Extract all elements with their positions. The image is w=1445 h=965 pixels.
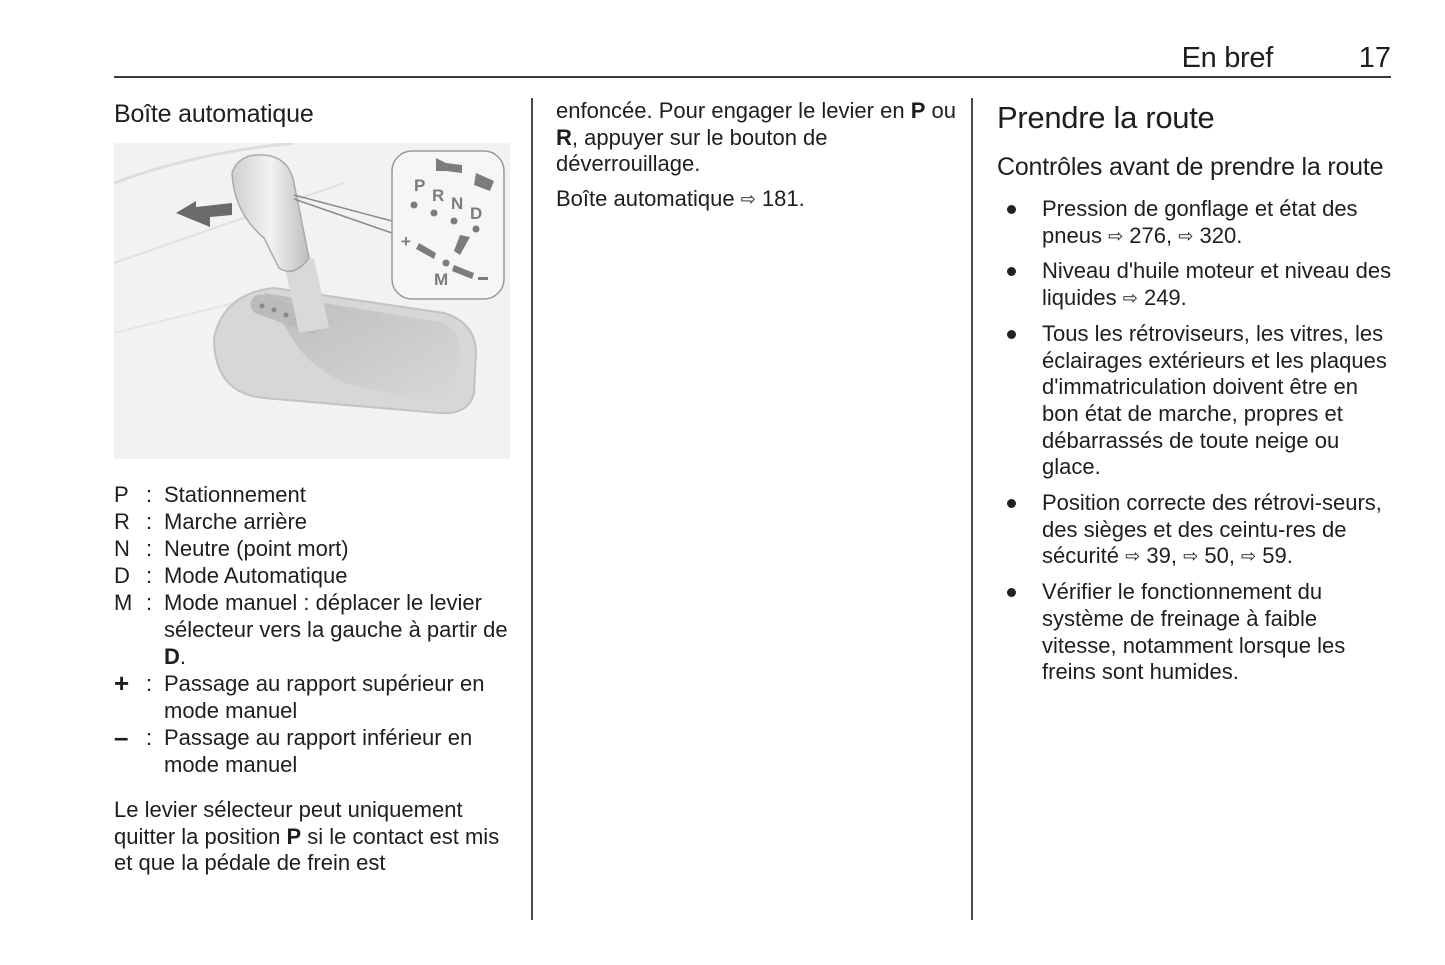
text: Pression de gonflage et état des pneus (1042, 196, 1358, 248)
legend-desc: Marche arrière (164, 509, 308, 534)
xref-arrow-icon: ⇨ (1178, 225, 1194, 246)
legend-separator: : (146, 725, 153, 750)
list-item: Position correcte des rétrovi-seurs, des sièges et des ceintu-res de sécurité ⇨ 39, ⇨ 50, ⇨ 59. (997, 490, 1397, 570)
legend-desc: Neutre (point mort) (164, 536, 349, 561)
legend-desc-text: Mode manuel : déplacer le levier sélecteur vers la gauche à partir de (164, 590, 508, 642)
svg-text:R: R (432, 186, 445, 205)
bullet-icon (1007, 588, 1016, 597)
page-link[interactable]: 320 (1199, 222, 1237, 248)
legend-desc: Passage au rapport supérieur en mode manuel (164, 671, 485, 723)
legend-separator: : (146, 509, 153, 534)
legend-item (114, 724, 514, 778)
gear-lever-icon (114, 143, 510, 459)
legend-key: M (114, 590, 133, 615)
xref-arrow-icon: ⇨ (1183, 546, 1199, 567)
svg-text:D: D (470, 204, 483, 223)
legend-desc: Mode Automatique (164, 563, 348, 588)
page-link[interactable]: 39 (1146, 543, 1171, 569)
legend-desc: Stationnement (164, 482, 306, 507)
gear-legend (114, 481, 514, 778)
xref-arrow-icon: ⇨ (1125, 546, 1141, 567)
legend-key: N (114, 536, 130, 561)
minus-icon: – (114, 722, 129, 752)
section-heading: Boîte automatique (114, 100, 314, 128)
list-item (997, 579, 1397, 686)
column-1 (114, 98, 514, 885)
page-header (114, 38, 1391, 78)
text-bold: P (910, 98, 926, 123)
svg-text:M: M (434, 270, 449, 289)
legend-item (114, 481, 514, 508)
legend-item (114, 562, 514, 589)
text: Position correcte des rétrovi-seurs, des sièges et des ceintu-res de sécurité (1042, 490, 1382, 569)
bullet-icon (1007, 205, 1016, 214)
svg-text:+: + (401, 232, 411, 251)
column-divider (531, 98, 533, 920)
legend-item (114, 535, 514, 562)
page-link[interactable]: 50 (1204, 543, 1229, 569)
bullet-icon (1007, 267, 1016, 276)
legend-separator: : (146, 671, 153, 696)
text-bold: P (286, 823, 302, 849)
chapter-heading: Prendre la route (997, 100, 1215, 135)
xref-arrow-icon: ⇨ (740, 188, 756, 209)
section-title: En bref (1181, 42, 1273, 74)
text: Le levier sélecteur peut uniquement quitter la position (114, 797, 463, 849)
legend-key: P (114, 482, 129, 507)
subsection-heading: Contrôles avant de prendre la route (997, 153, 1384, 181)
gear-selector-illustration (114, 143, 510, 459)
page-link[interactable]: 181 (761, 185, 799, 211)
legend-separator: : (146, 482, 153, 507)
legend-separator: : (146, 590, 153, 615)
column-divider (971, 98, 973, 920)
list-item: Niveau d'huile moteur et niveau des liquides ⇨ 249. (997, 258, 1397, 311)
text: Boîte automatique (556, 185, 735, 211)
list-item (997, 321, 1397, 481)
text: . (798, 185, 805, 211)
legend-key: R (114, 509, 130, 534)
page-link[interactable]: 249 (1143, 285, 1181, 311)
legend-desc (164, 589, 514, 670)
xref-arrow-icon: ⇨ (1108, 225, 1124, 246)
body-paragraph (114, 797, 514, 877)
text: enfoncée. Pour engager le levier en (556, 98, 911, 123)
page-link[interactable]: 59 (1262, 543, 1287, 569)
legend-desc-end: . (179, 644, 187, 669)
legend-desc-bold: D (164, 644, 180, 669)
xref-arrow-icon: ⇨ (1241, 546, 1257, 567)
text: Tous les rétroviseurs, les vitres, les éclairages extérieurs et les plaques d'immatriculation doivent être en bon état de marche, propres et débarrassés de toute neige ou glace. (1042, 320, 1387, 480)
legend-separator: : (146, 536, 153, 561)
legend-item (114, 589, 514, 670)
svg-text:P: P (414, 176, 426, 195)
text-bold: R (556, 124, 572, 150)
bullet-icon (1007, 499, 1016, 508)
text: Vérifier le fonctionnement du système de freinage à faible vitesse, notamment lorsque les freins sont humides. (1042, 579, 1346, 685)
page-link[interactable]: 276 (1129, 222, 1167, 248)
checklist (997, 196, 1397, 686)
legend-key: D (114, 563, 130, 588)
legend-desc: Passage au rapport inférieur en mode manuel (164, 725, 473, 777)
list-item: Pression de gonflage et état des pneus ⇨ 276, ⇨ 320. (997, 196, 1397, 249)
bullet-icon (1007, 330, 1016, 339)
legend-separator: : (146, 563, 153, 588)
column-3 (997, 98, 1397, 695)
cross-reference (556, 186, 956, 213)
xref-arrow-icon: ⇨ (1122, 288, 1138, 309)
text: , appuyer sur le bouton de déverrouillage. (556, 124, 828, 176)
text: si le contact est mis et que la pédale de frein est (114, 823, 500, 875)
column-2 (556, 98, 956, 220)
body-paragraph (556, 98, 956, 178)
svg-text:N: N (451, 194, 464, 213)
page-number: 17 (1358, 42, 1391, 74)
text: Niveau d'huile moteur et niveau des liquides (1042, 258, 1392, 311)
plus-icon: + (114, 668, 130, 698)
legend-item (114, 508, 514, 535)
text: ou (925, 98, 956, 123)
legend-item (114, 670, 514, 724)
